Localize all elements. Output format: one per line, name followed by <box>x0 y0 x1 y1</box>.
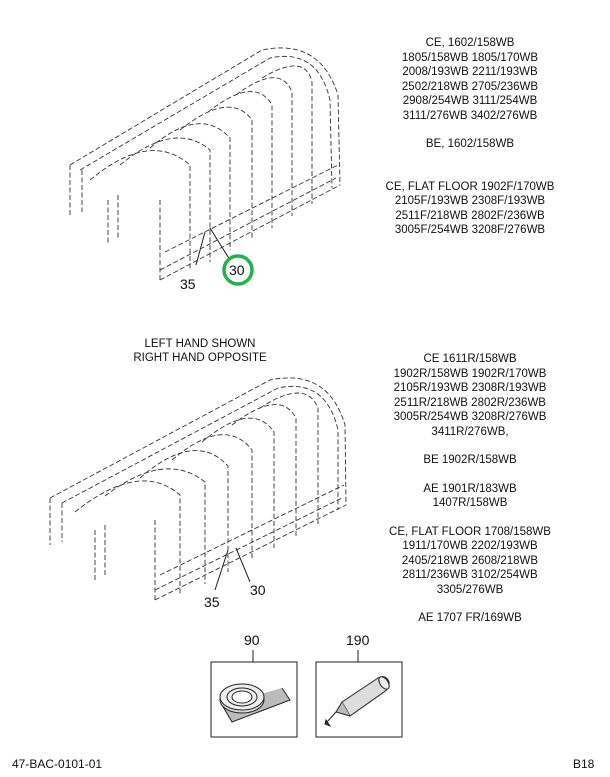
caption-line: RIGHT HAND OPPOSITE <box>133 352 267 364</box>
app-line: 1902R/158WB 1902R/170WB <box>393 367 547 380</box>
app-line: 1407R/158WB <box>432 497 508 509</box>
app-line: 3305/276WB <box>436 583 504 596</box>
app-line: CE 1611R/158WB <box>423 353 517 365</box>
app-line: 3411R/276WB, <box>431 425 509 438</box>
app-line: 2502/218WB 2705/236WB <box>401 80 539 93</box>
adhesive-tube-icon <box>325 675 391 726</box>
callout-35-top: 35 <box>180 276 196 292</box>
document-id: 47-BAC-0101-01 <box>12 757 103 771</box>
app-line: 3005R/254WB 3208R/276WB <box>393 411 547 423</box>
page-number: B18 <box>573 757 595 771</box>
tape-roll-icon <box>220 684 290 722</box>
app-line: CE, FLAT FLOOR 1902F/170WB <box>385 180 555 193</box>
app-line: 2008/193WB 2211/193WB <box>402 66 538 78</box>
caption-line: LEFT HAND SHOWN <box>144 338 256 350</box>
app-line: AE 1901R/183WB <box>423 482 517 495</box>
app-line: 2105F/193WB 2308F/193WB <box>394 195 546 207</box>
callout-35-bottom: 35 <box>204 594 220 610</box>
app-line: 3111/276WB 3402/276WB <box>402 109 538 122</box>
app-line: CE, 1602/158WB <box>425 37 515 49</box>
app-line: 2811/236WB 3102/254WB <box>402 569 538 581</box>
callout-30-top: 30 <box>229 262 245 278</box>
app-line: 2511R/218WB 2802R/236WB <box>394 396 546 409</box>
app-line: 2405/218WB 2608/218WB <box>401 554 539 567</box>
app-line: AE 1707 FR/169WB <box>418 612 522 624</box>
app-line: BE 1902R/158WB <box>423 454 517 466</box>
callout-30-bottom: 30 <box>250 582 266 598</box>
app-line: 2511F/218WB 2802F/236WB <box>395 209 545 222</box>
app-line: CE, FLAT FLOOR 1708/158WB <box>389 525 551 538</box>
app-line: 2908/254WB 3111/254WB <box>402 95 538 107</box>
app-line: 2105R/193WB 2308R/193WB <box>393 382 547 394</box>
part-number-190: 190 <box>346 632 370 648</box>
app-line: 1911/170WB 2202/193WB <box>402 540 538 552</box>
app-line: 3005F/254WB 3208F/276WB <box>394 224 546 236</box>
app-line: BE, 1602/158WB <box>425 138 515 150</box>
part-number-90: 90 <box>244 632 260 648</box>
app-line: 1805/158WB 1805/170WB <box>401 51 539 64</box>
